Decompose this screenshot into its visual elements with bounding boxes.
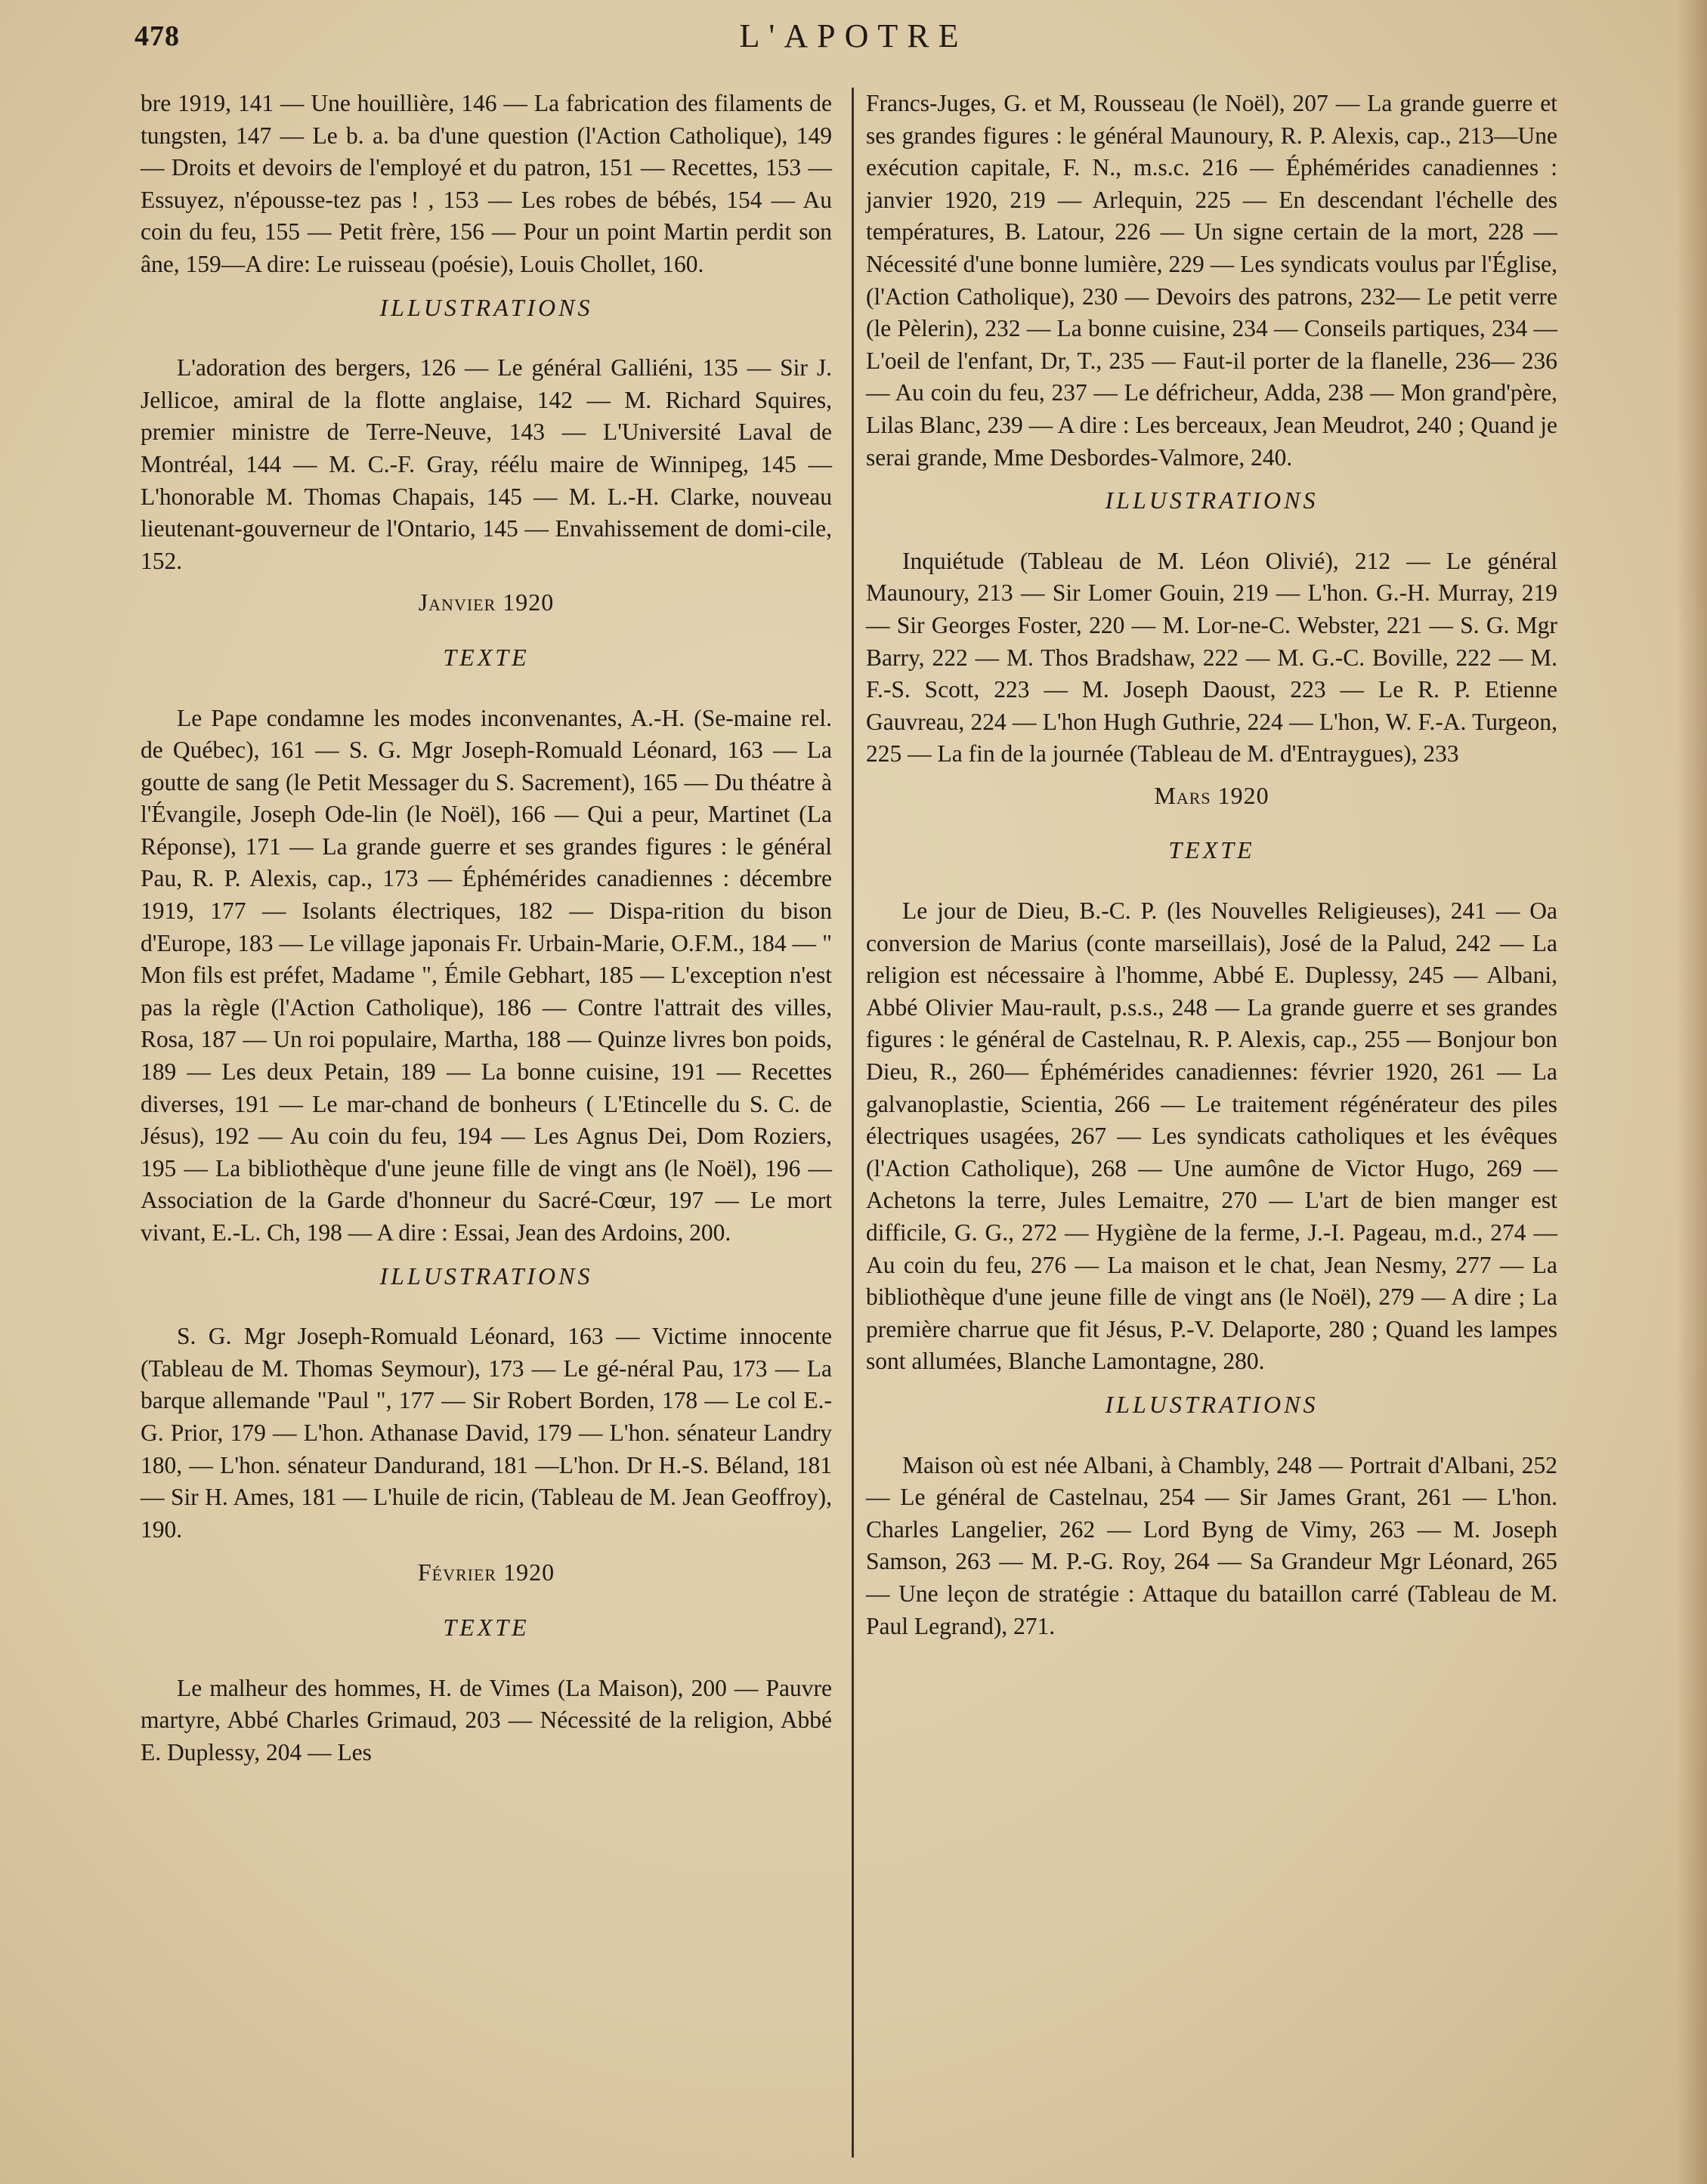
section-heading: TEXTE xyxy=(443,643,530,671)
month-heading: Mars 1920 xyxy=(1154,781,1269,809)
page-number: 478 xyxy=(135,20,180,52)
section-heading: ILLUSTRATIONS xyxy=(379,293,593,321)
running-title: L'APOTRE xyxy=(739,17,968,54)
text-paragraph: Le jour de Dieu, B.-C. P. (les Nouvelles Religieuses), 241 — Oa conversion de Marius (conte marseillais), José de la Palud, 242 — La religion est nécessaire à l'homme, Abbé E. Duplessy, 245 — Albani, Abbé Olivier Mau-rault, p.s.s., 248 — La grande guerre et ses grandes figures : le général de Castelnau, R. P. Alexis, cap., 255 — Bonjour bon Dieu, R., 260— Éphémérides canadiennes: février 1920, 261 — La galvanoplastie, Scientia, 266 — Le traitement régénérateur des piles électriques usagées, 267 — Les syndicats catholiques et les évêques (l'Action Catholique), 268 — Une aumône de Victor Hugo, 269 — Achetons la terre, Jules Lemaitre, 270 — L'art de bien manger est difficile, G. G., 272 — Hygiène de la ferme, J.-I. Pageau, m.d., 274 — Au coin du feu, 276 — La maison et le chat, Jean Nesmy, 277 — La bibliothèque d'une jeune fille de vingt ans (le Noël), 279 — A dire ; La première charrue que fit Jésus, P.-V. Delaporte, 280 ; Quand les lampes sont allumées, Blanche Lamontagne, 280. xyxy=(866,897,1557,1375)
text-paragraph: Inquiétude (Tableau de M. Léon Olivié), 212 — Le général Maunoury, 213 — Sir Lomer Gouin, 219 — L'hon. G.-H. Murray, 219 — Sir Georges Foster, 220 — M. Lor-ne-C. Webster, 221 — S. G. Mgr Barry, 222 — M. Thos Bradshaw, 222 — M. G.-C. Boville, 222 — M. F.-S. Scott, 223 — M. Joseph Daoust, 223 — Le R. P. Etienne Gauvreau, 224 — L'hon Hugh Guthrie, 224 — L'hon, W. F.-A. Turgeon, 225 — La fin de la journée (Tableau de M. d'Entraygues), 233 xyxy=(866,547,1557,768)
month-heading: Janvier 1920 xyxy=(418,588,555,616)
text-paragraph: bre 1919, 141 — Une houillière, 146 — La fabrication des filaments de tungsten, 147 — Le b. a. ba d'une question (l'Action Catholique), 149 — Droits et devoirs de l'employé et du patron, 151 — Recettes, 153 — Essuyez, n'épousse-tez pas ! , 153 — Les robes de bébés, 154 — Au coin du feu, 155 — Petit frère, 156 — Pour un point Martin perdit son âne, 159—A dire: Le ruisseau (poésie), Louis Chollet, 160. xyxy=(141,90,832,277)
right-column xyxy=(866,88,1557,1642)
section-heading: ILLUSTRATIONS xyxy=(1105,487,1319,514)
month-heading: Février 1920 xyxy=(417,1558,555,1586)
section-heading: TEXTE xyxy=(1168,836,1255,864)
text-paragraph: Le malheur des hommes, H. de Vimes (La Maison), 200 — Pauvre martyre, Abbé Charles Grimaud, 203 — Nécessité de la religion, Abbé E. Duplessy, 204 — Les xyxy=(141,1674,832,1765)
section-heading: ILLUSTRATIONS xyxy=(379,1262,593,1290)
page-edge-shadow xyxy=(1677,0,1707,2184)
column-rule xyxy=(852,88,854,2158)
text-paragraph: Maison où est née Albani, à Chambly, 248 — Portrait d'Albani, 252 — Le général de Castelnau, 254 — Sir James Grant, 261 — L'hon. Charles Langelier, 262 — Lord Byng de Vimy, 263 — M. Joseph Samson, 263 — M. P.-G. Roy, 264 — Sa Grandeur Mgr Léonard, 265 — Une leçon de stratégie : Attaque du bataillon carré (Tableau de M. Paul Legrand), 271. xyxy=(866,1451,1557,1639)
section-heading: TEXTE xyxy=(443,1613,530,1641)
text-paragraph: L'adoration des bergers, 126 — Le général Galliéni, 135 — Sir J. Jellicoe, amiral de la flotte anglaise, 142 — M. Richard Squires, premier ministre de Terre-Neuve, 143 — L'Université Laval de Montréal, 144 — M. C.-F. Gray, réélu maire de Winnipeg, 145 — L'honorable M. Thomas Chapais, 145 — M. L.-H. Clarke, nouveau lieutenant-gouverneur de l'Ontario, 145 — Envahissement de domi-cile, 152. xyxy=(141,354,832,574)
text-paragraph: Le Pape condamne les modes inconvenantes, A.-H. (Se-maine rel. de Québec), 161 — S. G. Mgr Joseph-Romuald Léonard, 163 — La goutte de sang (le Petit Messager du S. Sacrement), 165 — Du théatre à l'Évangile, Joseph Ode-lin (le Noël), 166 — Qui a peur, Martinet (La Réponse), 171 — La grande guerre et ses grandes figures : le général Pau, R. P. Alexis, cap., 173 — Éphémérides canadiennes : décembre 1919, 177 — Isolants électriques, 182 — Dispa-rition du bison d'Europe, 183 — Le village japonais Fr. Urbain-Marie, O.F.M., 184 — " Mon fils est préfet, Madame ", Émile Gebhart, 185 — L'exception n'est pas la règle (l'Action Catholique), 186 — Contre l'attrait des villes, Rosa, 187 — Un roi populaire, Martha, 188 — Quinze livres bon poids, 189 — Les deux Petain, 189 — La bonne cuisine, 191 — Recettes diverses, 191 — Le mar-chand de bonheurs ( L'Etincelle du S. C. de Jésus), 192 — Au coin du feu, 194 — Les Agnus Dei, Dom Roziers, 195 — La bibliothèque d'une jeune fille de vingt ans (le Noël), 196 — Association de la Garde d'honneur du Sacré-Cœur, 197 — Le mort vivant, E.-L. Ch, 198 — A dire : Essai, Jean des Ardoins, 200. xyxy=(141,704,832,1246)
left-column xyxy=(141,88,832,1769)
text-paragraph: S. G. Mgr Joseph-Romuald Léonard, 163 — Victime innocente (Tableau de M. Thomas Seymour), 173 — Le gé-néral Pau, 173 — La barque allemande "Paul ", 177 — Sir Robert Borden, 178 — Le col E.-G. Prior, 179 — L'hon. Athanase David, 179 — L'hon. sénateur Landry 180, — L'hon. sénateur Dandurand, 181 —L'hon. Dr H.-S. Béland, 181 — Sir H. Ames, 181 — L'huile de ricin, (Tableau de M. Jean Geoffroy), 190. xyxy=(141,1323,832,1543)
section-heading: ILLUSTRATIONS xyxy=(1105,1390,1319,1418)
text-paragraph: Francs-Juges, G. et M, Rousseau (le Noël), 207 — La grande guerre et ses grandes figures : le général Maunoury, R. P. Alexis, cap., 213—Une exécution capitale, F. N., m.s.c. 216 — Éphémérides canadiennes : janvier 1920, 219 — Arlequin, 225 — En descendant l'échelle des températures, B. Latour, 226 — Un signe certain de la mort, 228 — Nécessité d'une bonne lumière, 229 — Les syndicats voulus par l'Église, (l'Action Catholique), 230 — Devoirs des patrons, 232— Le petit verre (le Pèlerin), 232 — La bonne cuisine, 234 — Conseils partiques, 234 — L'oeil de l'enfant, Dr, T., 235 — Faut-il porter de la flanelle, 236— 236 — Au coin du feu, 237 — Le défricheur, Adda, 238 — Mon grand'père, Lilas Blanc, 239 — A dire : Les berceaux, Jean Meudrot, 240 ; Quand je serai grande, Mme Desbordes-Valmore, 240. xyxy=(866,90,1557,471)
